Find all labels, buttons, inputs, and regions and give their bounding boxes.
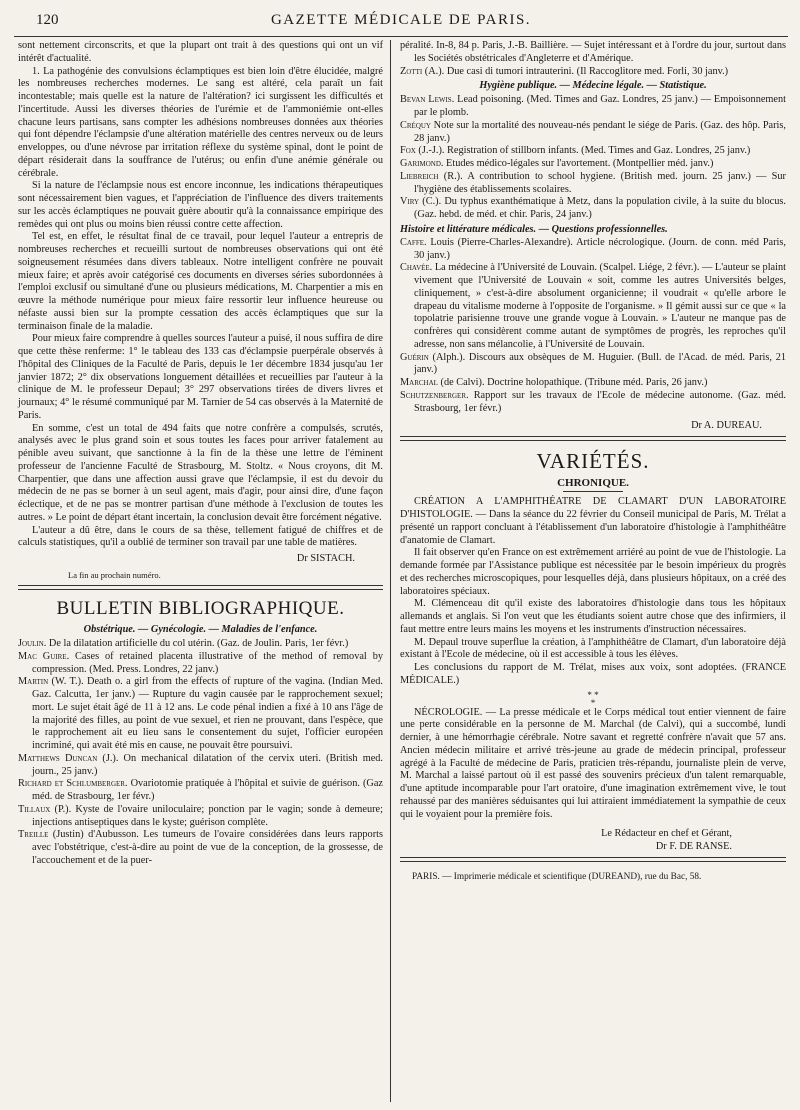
left-column <box>18 40 391 1102</box>
bibliography-entry <box>400 66 786 79</box>
paragraph: Les conclusions du rapport de M. Trélat, mises aux voix, sont adoptées. (FRANCE MÉDICALE.) <box>400 662 786 686</box>
entry-author: Matthews Duncan <box>18 752 98 764</box>
bibliography-entry <box>400 171 786 197</box>
continuation-note: La fin au prochain numéro. <box>68 570 161 580</box>
entry-author: Tillaux <box>18 803 51 815</box>
entry-author: Viry <box>400 196 420 208</box>
section-divider <box>400 436 786 441</box>
entry-author: Joulin. <box>18 638 47 649</box>
section-divider <box>400 857 786 862</box>
bibliography-entry <box>18 778 383 804</box>
paragraph: En somme, c'est un total de 494 faits que notre confrère a compulsés, scrutés, analysés avec le plus grand soin et sous toutes les faces pour arriver fatalement au pénible aveu suivant, que sanctionne à la fin de la thèse une lettre de l'éminent professeur de l'ancienne Faculté de Strasbourg, M. Stoltz. « Nous croyons, dit M. Charpentier, que dans une affection aussi grave que l'éclampsie, il est du devoir du médecin de ne pas se borner à un seul agent, mais d'agir, pour ainsi dire, d'une façon éclectique, et de ne pas se montrer partisan d'une méthode à l'exclusion de toutes les autres. » Le point de départ étant incertain, la conclusion devait être forcément négative. <box>18 422 383 523</box>
page-number: 120 <box>36 12 59 28</box>
paragraph: M. Clémenceau dit qu'il existe des laboratoires d'histologie dans tous les hôpitaux allemands et anglais. Si l'on veut que les étudiants soient autre chose que des infirmiers, il faut mettre entre leurs mains les moyens et les instruments d'instruction nécessaires. <box>400 598 786 635</box>
entry-text: Lead poisoning. (Med. Times and Gaz. Londres, 25 janv.) — Empoisonnement par le plomb. <box>414 94 787 118</box>
reference-list <box>400 40 786 78</box>
page-header <box>14 0 788 37</box>
entry-author: Mac Guire. <box>18 650 70 662</box>
entry-text: (P.). Kyste de l'ovaire uniloculaire; ponction par le vagin; sonde à demeure; injections antiseptiques dans le kyste; guérison complète. <box>32 803 383 828</box>
reference-list <box>400 237 786 416</box>
entry-author: Martin <box>18 676 49 688</box>
entry-author: Guérin <box>400 351 429 363</box>
bibliography-entry <box>18 676 383 753</box>
rubric-heading: Hygiène publique. — Médecine légale. — Statistique. <box>479 80 707 92</box>
title-underline <box>563 491 623 492</box>
entry-author: Zotti <box>400 65 423 77</box>
entry-author: Marchal <box>400 377 438 388</box>
asterism: * * * <box>587 689 599 708</box>
bibliography-entry <box>400 40 786 66</box>
paragraph: Tel est, en effet, le résultat final de ce travail, pour lequel l'auteur a entrepris de nombreuses recherches et recueilli surtout de nombreuses observations qui ont été soigneusement résumées dans divers tableaux. Notre intelligent confrère ne pouvait mieux faire; et après avoir catégorisé ces documents en diverses séries subordonnées à l'emploi exclusif ou simultané d'une ou plusieurs médications, M. Charpentier a mis en œuvre la méthode numérique pour mieux faire ressortir leur influence heureuse ou néfaste aussi bien sur la prompte cessation des accès éclamptiques que sur la terminaison finale de la maladie. <box>18 231 383 332</box>
entry-text: Etudes médico-légales sur l'avortement. (Montpellier méd. janv.) <box>443 158 714 169</box>
bibliography-entry <box>400 145 786 158</box>
reference-list <box>18 638 383 868</box>
entry-text: (W. T.). Death o. a girl from the effects of rupture of the vagina. (Indian Med. Gaz. Calcutta, 1er janv.) — Rupture du vagin causée par le rapprochement sexuel; mort. Le sujet était âgé de 11 à 12 ans. Le code pénal indien a fixé à 10 ans l'âge de la majorité des filles, au point de vue sexuel, et rien ne prouvant, dans l'espèce, que le rapprochement ait eu lieu sans le consentement du sujet, l'officier européen incriminé, qui avait été mis en cause, ne pouvait être poursuivi. <box>32 676 383 751</box>
rubric-heading: Obstétrique. — Gynécologie. — Maladies de l'enfance. <box>83 624 318 635</box>
bibliography-entry <box>18 804 383 830</box>
entry-author: Caffe. <box>400 236 427 248</box>
rubric-heading: Histoire et littérature médicales. — Questions professionnelles. <box>400 223 668 235</box>
bibliography-entry <box>18 638 383 651</box>
entry-text: (C.). Du typhus exanthématique à Metz, dans la population civile, à la suite du blocus. (Gaz. hebd. de méd. et chir. Paris, 24 janv.) <box>414 196 786 220</box>
paragraph: Si la nature de l'éclampsie nous est encore inconnue, les indications thérapeutiques sont nécessairement bien vagues, et l'appréciation de l'influence des divers traitements sur les accès éclamptiques ne pouvait guère aboutir qu'à la connaissance empirique des remèdes qui ont plus ou moins bien réussi contre cette affection. <box>18 180 383 230</box>
entry-author: Liebreich <box>400 170 439 182</box>
entry-text: (Alph.). Discours aux obsèques de M. Huguier. (Bull. de l'Acad. de méd. Paris, 21 janv.) <box>414 351 786 376</box>
bibliography-entry <box>18 753 383 779</box>
columns <box>18 40 786 1102</box>
bibliography-entry <box>400 390 786 416</box>
bulletin-title: BULLETIN BIBLIOGRAPHIQUE. <box>56 598 345 619</box>
entry-text: (Justin) d'Aubusson. Les tumeurs de l'ovaire considérées dans leurs rapports avec l'obstétrique, c'est-à-dire au point de vue de la conception, de la grossesse, de l'accouchement et de la puer- <box>32 829 383 866</box>
paragraph: 1. La pathogénie des convulsions éclamptiques est bien loin d'être élucidée, malgré les nombreuses recherches modernes. Le sang est altéré, cela paraît un fait incontestable; mais quelle est la nature de l'altération? ici surgissent les difficultés et l'incertitude. Aussi les diverses théories de l'urémie et de l'ammoniémie ont-elles chacune leurs partisans, sans compter les adhésions nombreuses données aux théories qui font dépendre l'éclampsie d'une altération matérielle des centres nerveux ou de leurs enveloppes, ou d'une névrose par irritation réflexe du système spinal, dont le point de départ résiderait dans la souffrance de l'utérus; ou enfin d'une anémie générale ou cérébrale. <box>18 65 383 179</box>
entry-text: Note sur la mortalité des nouveau-nés pendant le siége de Paris. (Gaz. des hôp. Paris, 28 janv.) <box>414 119 786 144</box>
entry-author: Chavée. <box>400 262 433 274</box>
bibliography-entry <box>400 196 786 222</box>
printer-imprint: PARIS. — Imprimerie médicale et scientifique (DUREAND), rue du Bac, 58. <box>412 872 702 883</box>
bibliography-entry <box>400 377 786 390</box>
journal-title: GAZETTE MÉDICALE DE PARIS. <box>270 12 532 28</box>
entry-text: péralité. In-8, 84 p. Paris, J.-B. Baillière. — Sujet intéressant et à l'ordre du jour, surtout dans les Sociétés obstétricales d'Angleterre et d'Amérique. <box>400 40 786 64</box>
entry-author: Bevan Lewis. <box>400 94 455 106</box>
entry-author: Créquy <box>400 119 431 131</box>
paragraph: M. Depaul trouve superflue la création, à l'amphithéâtre de Clamart, d'un laboratoire déjà existant à l'Ecole de médecine, où il est accessible à tous les élèves. <box>400 636 786 661</box>
chronique-title: CHRONIQUE. <box>557 477 629 490</box>
paragraph: sont nettement circonscrits, et que la plupart ont trait à des questions qui ont un vif intérêt d'actualité. <box>18 40 383 64</box>
bibliography-entry <box>18 829 383 867</box>
entry-text: Rapport sur les travaux de l'Ecole de médecine autonome. (Gaz. méd. Strasbourg, 1er févr.) <box>414 389 786 414</box>
entry-author: Treille <box>18 829 49 841</box>
bibliography-entry <box>400 262 786 351</box>
entry-text: (J.). On mechanical dilatation of the cervix uteri. (British med. journ., 25 janv.) <box>32 752 384 777</box>
bibliography-signature: Dr A. DUREAU. <box>691 420 762 432</box>
entry-text: De la dilatation artificielle du col utérin. (Gaz. de Joulin. Paris, 1er févr.) <box>46 638 349 649</box>
bibliography-entry <box>400 158 786 171</box>
entry-text: (de Calvi). Doctrine holopathique. (Tribune méd. Paris, 26 janv.) <box>437 377 708 388</box>
varietes-title: VARIÉTÉS. <box>536 449 650 474</box>
entry-author: Fox <box>400 145 416 157</box>
section-divider <box>18 585 383 590</box>
entry-text: (A.). Due casi di tumori intrauterini. (Il Raccoglitore med. Forli, 30 janv.) <box>422 65 729 77</box>
editor-name: Dr F. DE RANSE. <box>655 841 732 853</box>
paragraph: Il fait observer qu'en France on est extrêmement arriéré au point de vue de l'histologie. La demande formée par l'Assistance publique est nécessitée par le besoin impérieux du progrès et des recherches microscopiques, pour lesquelles déjà, dans plusieurs hôpitaux, on a créé des laboratoires spéciaux. <box>400 547 786 597</box>
entry-text: Ovariotomie pratiquée à l'hôpital et suivie de guérison. (Gaz méd. de Strasbourg, 1er févr.) <box>32 778 383 802</box>
necrology-paragraph: NÉCROLOGIE. — La presse médicale et le Corps médical tout entier viennent de faire une perte considérable en la personne de M. Marchal (de Calvi), qui a succombé, lundi dernier, à une hémorrhagie cérébrale. Notre savant et regretté confrère n'avait que 57 ans. Ancien médecin militaire et arrivé très-jeune au grade de médecin principal, professeur agrégé à la Faculté de médecine de Paris, praticien très-répandu, journaliste plein de verve, M. Marchal a laissé partout où il est passé des souvenirs précieux d'un talent remarquable, d'une aptitude incomparable pour l'art oratoire, d'une imagination extrêmement vive, le tout rehaussé par des manières séduisantes qui lui attiraient immédiatement la sympathie de ceux qui le voyaient pour la première fois. <box>400 706 786 820</box>
entry-author: Schutzenberger. <box>400 389 469 401</box>
paragraph: L'auteur a dû être, dans le cours de sa thèse, tellement fatigué de chiffres et de calculs statistiques, qu'il a oublié de terminer son travail par une table de matières. <box>18 524 383 549</box>
bibliography-entry <box>400 120 786 146</box>
bibliography-entry <box>18 651 383 677</box>
bibliography-entry <box>400 94 786 120</box>
editor-signature <box>400 827 786 853</box>
entry-text: (R.). A contribution to school hygiene. (British med. journ. 25 janv.) — Sur l'hygiène des établissements scolaires. <box>414 170 786 195</box>
paragraph: CRÉATION A L'AMPHITHÉATRE DE CLAMART D'UN LABORATOIRE D'HISTOLOGIE. — Dans la séance du 22 février du Conseil municipal de Paris, M. Trélat a présenté un rapport concluant à l'établissement d'un laboratoire d'histologie à l'amphithéâtre d'anatomie de Clamart. <box>400 496 786 546</box>
entry-text: Louis (Pierre-Charles-Alexandre). Article nécrologique. (Journ. de conn. méd Paris, 30 janv.) <box>414 236 786 261</box>
paragraph: Pour mieux faire comprendre à quelles sources l'auteur a puisé, il nous suffira de dire que cette thèse renferme: 1° le tableau des 133 cas d'éclampsie puerpérale observés à l'hôpital des Cliniques de la Faculté de Paris, depuis le 1er décembre 1834 jusqu'au 1er janvier 1872; 2° dix observations longuement détaillées et recueillies par l'auteur à la clinique de M. le professeur Depaul; 3° 297 observations tirées de divers livres et journaux; 4° le résumé communiqué par M. Tarnier de 54 cas observés à la Maternité de Paris. <box>18 333 383 421</box>
author-signature: Dr SISTACH. <box>296 553 355 564</box>
entry-text: La médecine à l'Université de Louvain. (Scalpel. Liége, 2 févr.). — L'auteur se plaint vivement que l'Université de Louvain « soit, comme les autres Universités belges, cliniquement, » c'est-à-dire absolument organicienne; il voudrait « qu'elle arbore le drapeau du vitalisme moderne à l'opposite de l'organisme. » Il gémit aussi sur ce que « la topolatrie parisienne trouve une grande vogue à Louvain. » L'auteur ne manque pas de confrères qui considèrent comme autant de symptômes de progrès, les reproches qu'il adresse, non sans mélancolie, à l'Université de Louvain. <box>414 262 786 350</box>
entry-author: Richard et Schlumberger. <box>18 778 128 790</box>
right-column <box>391 40 786 1102</box>
reference-list <box>400 94 786 222</box>
entry-text: (J.-J.). Registration of stillborn infants. (Med. Times and Gaz. Londres, 25 janv.) <box>415 145 751 157</box>
entry-author: Garimond. <box>400 158 444 169</box>
bibliography-entry <box>400 237 786 263</box>
bibliography-entry <box>400 352 786 378</box>
entry-text: Cases of retained placenta illustrative of the method of removal by compression. (Med. Press. Londres, 22 janv.) <box>32 650 383 675</box>
editor-role: Le Rédacteur en chef et Gérant, <box>601 828 732 840</box>
